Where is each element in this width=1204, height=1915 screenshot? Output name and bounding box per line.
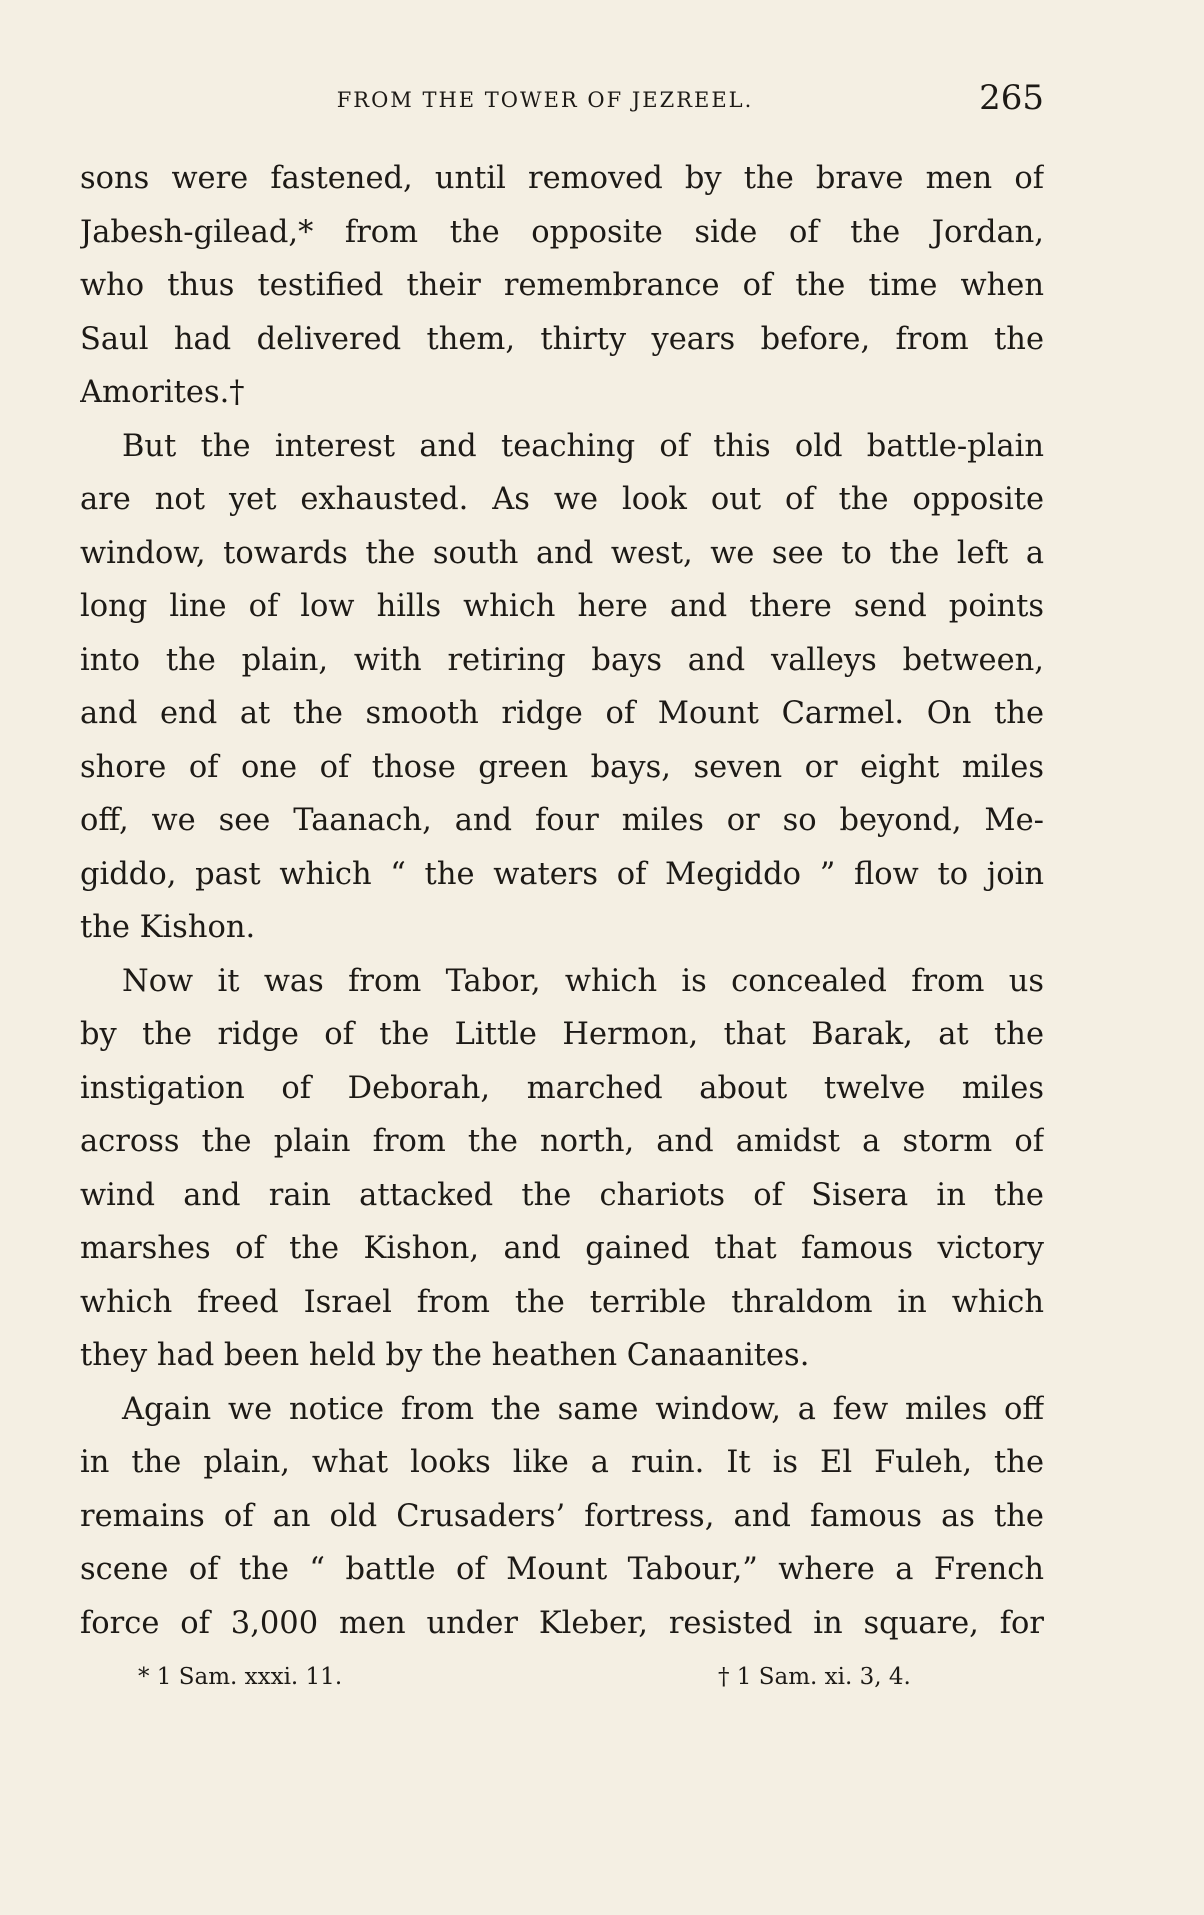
text-line: marshes of the Kishon, and gained that famous victory xyxy=(80,1231,1044,1266)
text-line: Now it was from Tabor, which is concealed from us xyxy=(122,963,1044,999)
footnotes xyxy=(80,1660,1044,1700)
footnote-2: † 1 Sam. xi. 3, 4. xyxy=(718,1664,911,1690)
text-line: across the plain from the north, and amidst a storm of xyxy=(80,1124,1044,1159)
text-line: long line of low hills which here and there send points xyxy=(80,589,1044,624)
text-line: remains of an old Crusaders’ fortress, and famous as the xyxy=(80,1498,1044,1534)
text-line: Amorites.† xyxy=(80,375,245,410)
text-line: force of 3,000 men under Kleber, resisted in square, for xyxy=(80,1605,1044,1641)
text-line: Saul had delivered them, thirty years before, from the xyxy=(80,321,1044,357)
text-line: wind and rain attacked the chariots of Sisera in the xyxy=(80,1177,1044,1213)
text-line: into the plain, with retiring bays and valleys between, xyxy=(80,642,1044,678)
text-line: and end at the smooth ridge of Mount Carmel. On the xyxy=(80,696,1044,731)
paragraph xyxy=(80,152,1044,420)
text-line: instigation of Deborah, marched about twelve miles xyxy=(80,1070,1044,1106)
text-line: off, we see Taanach, and four miles or so beyond, Me- xyxy=(80,803,1044,838)
text-line: shore of one of those green bays, seven or eight miles xyxy=(80,749,1044,785)
text-line: by the ridge of the Little Hermon, that Barak, at the xyxy=(80,1017,1044,1052)
text-line: in the plain, what looks like a ruin. It is El Fuleh, the xyxy=(80,1445,1044,1480)
text-line: they had been held by the heathen Canaanites. xyxy=(80,1338,810,1373)
book-page xyxy=(80,78,1044,1700)
running-title: FROM THE TOWER OF JEZREEL. xyxy=(336,88,754,112)
text-line: Jabesh-gilead,* from the opposite side of the Jordan, xyxy=(80,214,1044,250)
text-line: which freed Israel from the terrible thraldom in which xyxy=(80,1284,1044,1320)
paragraph xyxy=(80,955,1044,1383)
text-line: But the interest and teaching of this old battle-plain xyxy=(122,428,1044,464)
text-line: sons were fastened, until removed by the brave men of xyxy=(80,161,1044,196)
text-line: who thus testified their remembrance of the time when xyxy=(80,268,1044,303)
text-line: the Kishon. xyxy=(80,910,256,945)
page-number: 265 xyxy=(979,78,1044,118)
text-line: giddo, past which “ the waters of Megiddo ” flow to join xyxy=(80,856,1044,892)
footnote-1: * 1 Sam. xxxi. 11. xyxy=(138,1664,343,1690)
text-line: scene of the “ battle of Mount Tabour,” where a French xyxy=(80,1552,1044,1587)
text-line: Again we notice from the same window, a few miles off xyxy=(122,1391,1044,1427)
text-line: window, towards the south and west, we see to the left a xyxy=(80,535,1044,571)
running-head xyxy=(80,78,1044,122)
body-text xyxy=(80,152,1044,1650)
paragraph xyxy=(80,420,1044,955)
paragraph xyxy=(80,1383,1044,1651)
text-line: are not yet exhausted. As we look out of the opposite xyxy=(80,482,1044,517)
